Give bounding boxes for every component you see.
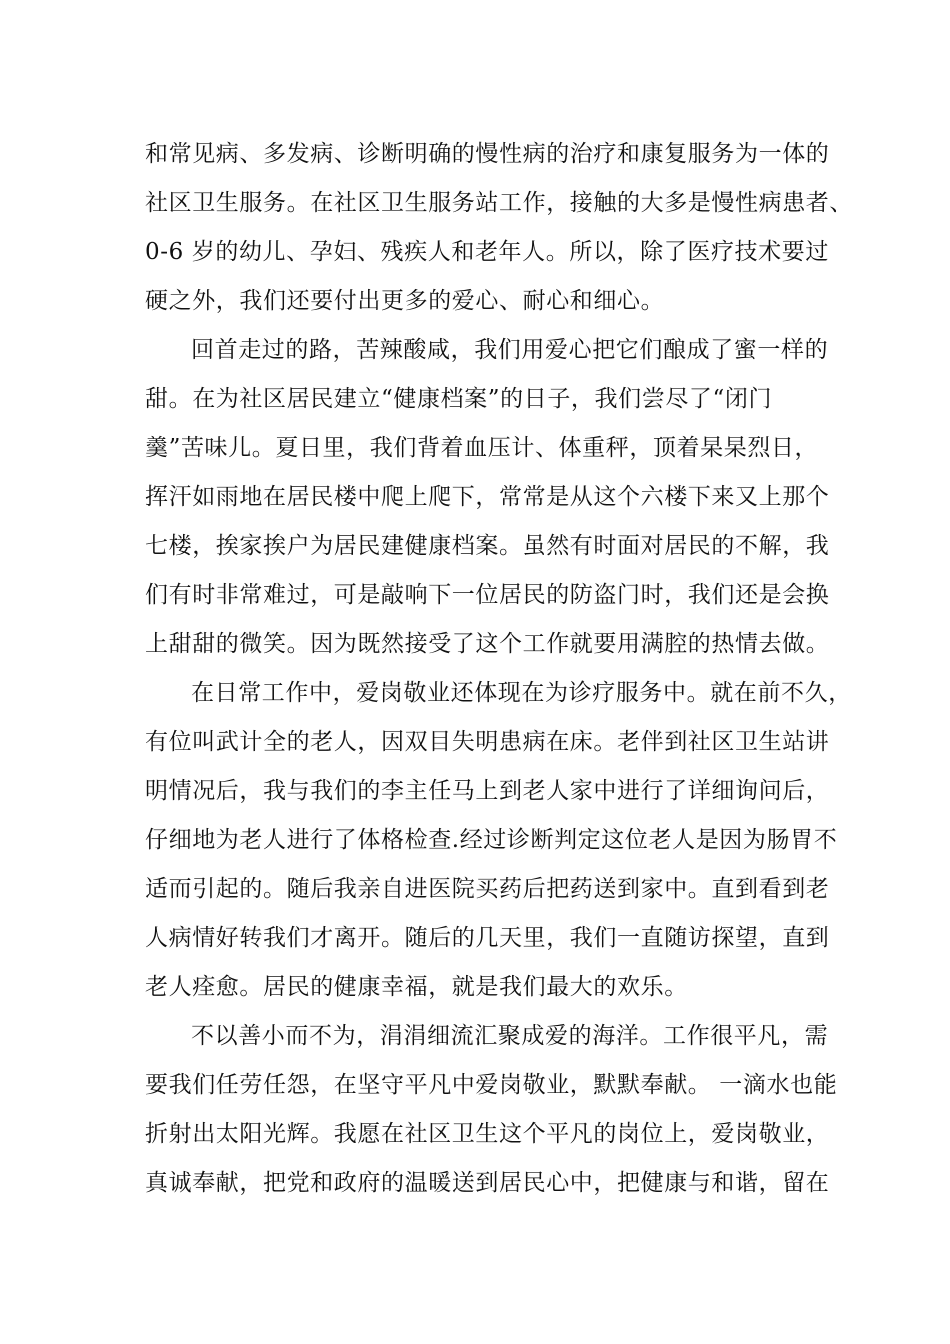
text-line: 0-6 岁的幼儿、孕妇、残疾人和老年人。所以，除了医疗技术要过 xyxy=(145,239,829,265)
text-line: 社区卫生服务。在社区卫生服务站工作，接触的大多是慢性病患者、 xyxy=(145,190,853,216)
text-line: 和常见病、多发病、诊断明确的慢性病的治疗和康复服务为一体的 xyxy=(145,141,830,167)
text-line: 上甜甜的微笑。因为既然接受了这个工作就要用满腔的热情去做。 xyxy=(145,631,830,657)
text-line: 老人痊愈。居民的健康幸福，就是我们最大的欢乐。 xyxy=(145,974,688,1000)
paragraph-first-line: 不以善小而不为，涓涓细流汇聚成爱的海洋。工作很平凡，需 xyxy=(191,1023,829,1049)
text-line: 仔细地为老人进行了体格检查.经过诊断判定这位老人是因为肠胃不 xyxy=(145,827,838,853)
text-line: 有位叫武计全的老人，因双目失明患病在床。老伴到社区卫生站讲 xyxy=(145,729,830,755)
paragraph-first-line: 回首走过的路，苦辣酸咸，我们用爱心把它们酿成了蜜一样的 xyxy=(191,337,829,363)
text-line: 硬之外，我们还要付出更多的爱心、耐心和细心。 xyxy=(145,288,665,314)
text-line: 七楼，挨家挨户为居民建健康档案。虽然有时面对居民的不解，我 xyxy=(145,533,830,559)
text-line: 人病情好转我们才离开。随后的几天里，我们一直随访探望，直到 xyxy=(145,925,830,951)
text-line: 挥汗如雨地在居民楼中爬上爬下，常常是从这个六楼下来又上那个 xyxy=(145,484,830,510)
text-line: 真诚奉献，把党和政府的温暖送到居民心中，把健康与和谐，留在 xyxy=(145,1170,830,1196)
document-body xyxy=(145,130,853,1208)
text-line: 适而引起的。随后我亲自进医院买药后把药送到家中。直到看到老 xyxy=(145,876,830,902)
text-line: 折射出太阳光辉。我愿在社区卫生这个平凡的岗位上，爱岗敬业， xyxy=(145,1121,830,1147)
paragraph-first-line: 在日常工作中，爱岗敬业还体现在为诊疗服务中。就在前不久， xyxy=(191,680,852,706)
text-line: 羹”苦味儿。夏日里，我们背着血压计、体重秤，顶着杲杲烈日， xyxy=(145,435,819,461)
text-line: 要我们任劳任怨，在坚守平凡中爱岗敬业，默默奉献。 一滴水也能 xyxy=(145,1072,838,1098)
text-line: 们有时非常难过，可是敲响下一位居民的防盗门时，我们还是会换 xyxy=(145,582,830,608)
text-line: 甜。在为社区居民建立“健康档案”的日子，我们尝尽了“闭门 xyxy=(145,386,773,412)
text-line: 明情况后，我与我们的李主任马上到老人家中进行了详细询问后， xyxy=(145,778,830,804)
